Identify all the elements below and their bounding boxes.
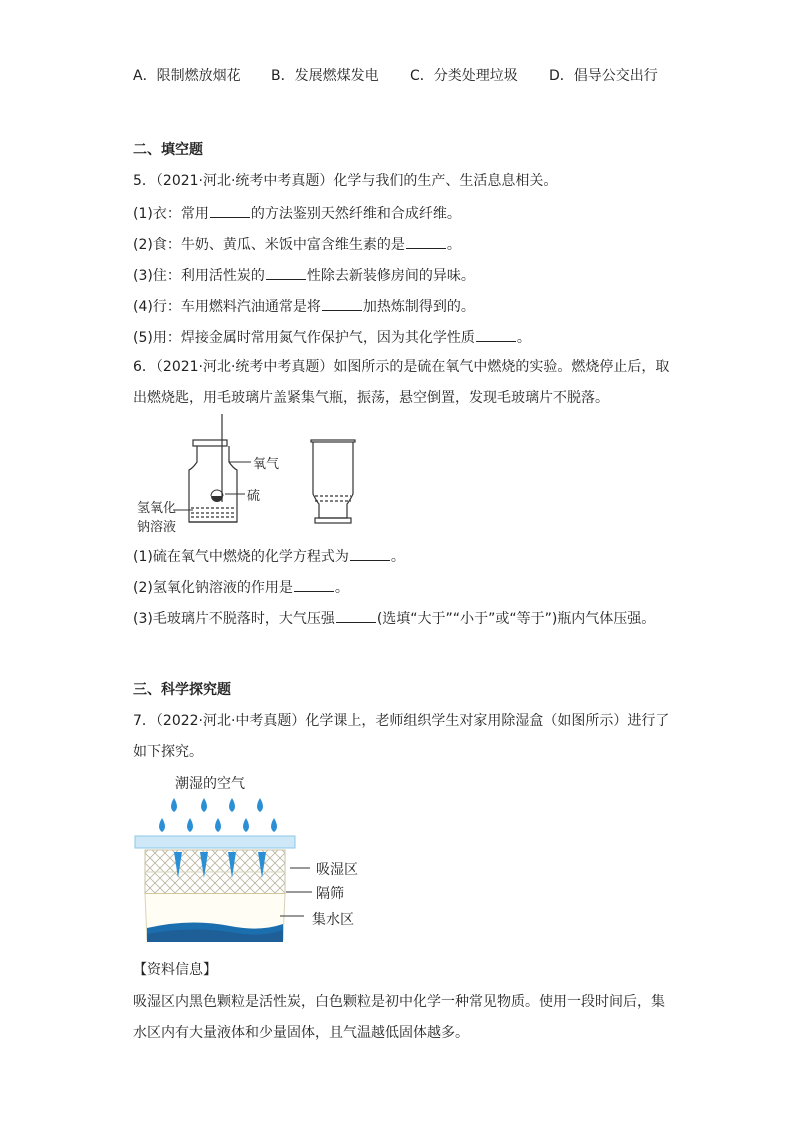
answer-blank [294, 579, 334, 592]
q6-part2: (2)氢氧化钠溶液的作用是 。 [133, 580, 349, 596]
q5-part5: (5)用：焊接金属时常用氮气作保护气，因为其化学性质 。 [133, 330, 531, 346]
label-sulfur: 硫 [247, 489, 261, 504]
label-sieve: 隔筛 [316, 886, 344, 902]
label-absorb-zone: 吸湿区 [316, 862, 358, 878]
label-collect-zone: 集水区 [312, 912, 354, 928]
label-oxygen: 氧气 [253, 457, 280, 472]
q6-part3: (3)毛玻璃片不脱落时，大气压强 (选填“大于”“小于”或“等于”)瓶内气体压强。 [133, 611, 656, 627]
option-c: C．分类处理垃圾 [410, 68, 518, 84]
q7-info-title: 【资料信息】 [133, 962, 217, 978]
q5-part3: (3)住：利用活性炭的 性除去新装修房间的异味。 [133, 268, 475, 284]
answer-blank [476, 329, 516, 342]
label-naoh-line1: 氢氧化 [137, 501, 177, 516]
answer-blank [210, 205, 250, 218]
answer-blank [336, 610, 376, 623]
q7-stem-line2: 如下探究。 [133, 744, 203, 760]
q6-stem-line1: 6．（2021·河北·统考中考真题）如图所示的是硫在氧气中燃烧的实验。燃烧停止后，取 [133, 359, 670, 375]
answer-blank [350, 548, 390, 561]
water-droplets [159, 798, 277, 832]
label-humid-air: 潮湿的空气 [175, 776, 245, 792]
q5-part1: (1)衣：常用 的方法鉴别天然纤维和合成纤维。 [133, 206, 461, 222]
option-b: B．发展燃煤发电 [271, 68, 379, 84]
section-title-fill-blank: 二、填空题 [133, 142, 203, 158]
option-d: D．倡导公交出行 [549, 68, 658, 84]
q5-part2: (2)食：牛奶、黄瓜、米饭中富含维生素的是 。 [133, 237, 461, 253]
option-a: A．限制燃放烟花 [133, 68, 241, 84]
answer-blank [322, 298, 362, 311]
section-title-inquiry: 三、科学探究题 [133, 682, 231, 698]
gas-bottle-right-inverted [311, 440, 355, 523]
sulfur-spoon [211, 496, 223, 502]
dehumidifier-figure [130, 768, 370, 948]
answer-blank [406, 236, 446, 249]
q7-stem-line1: 7．（2022·河北·中考真题）化学课上，老师组织学生对家用除湿盒（如图所示）进行了 [133, 713, 670, 729]
q6-part1: (1)硫在氧气中燃烧的化学方程式为 。 [133, 549, 405, 565]
box-lid [135, 836, 295, 848]
label-naoh-line2: 钠溶液 [137, 520, 177, 535]
q5-part4: (4)行：车用燃料汽油通常是将 加热炼制得到的。 [133, 299, 475, 315]
q7-info-line1: 吸湿区内黑色颗粒是活性炭，白色颗粒是初中化学一种常见物质。使用一段时间后，集 [133, 994, 665, 1010]
gas-bottle-left [189, 414, 237, 522]
q5-stem: 5．（2021·河北·统考中考真题）化学与我们的生产、生活息息相关。 [133, 173, 558, 189]
answer-blank [266, 267, 306, 280]
gas-bottle-figure [133, 412, 373, 537]
q6-stem-line2: 出燃烧匙，用毛玻璃片盖紧集气瓶，振荡，悬空倒置，发现毛玻璃片不脱落。 [133, 390, 609, 406]
q7-info-line2: 水区内有大量液体和少量固体，且气温越低固体越多。 [133, 1025, 469, 1041]
